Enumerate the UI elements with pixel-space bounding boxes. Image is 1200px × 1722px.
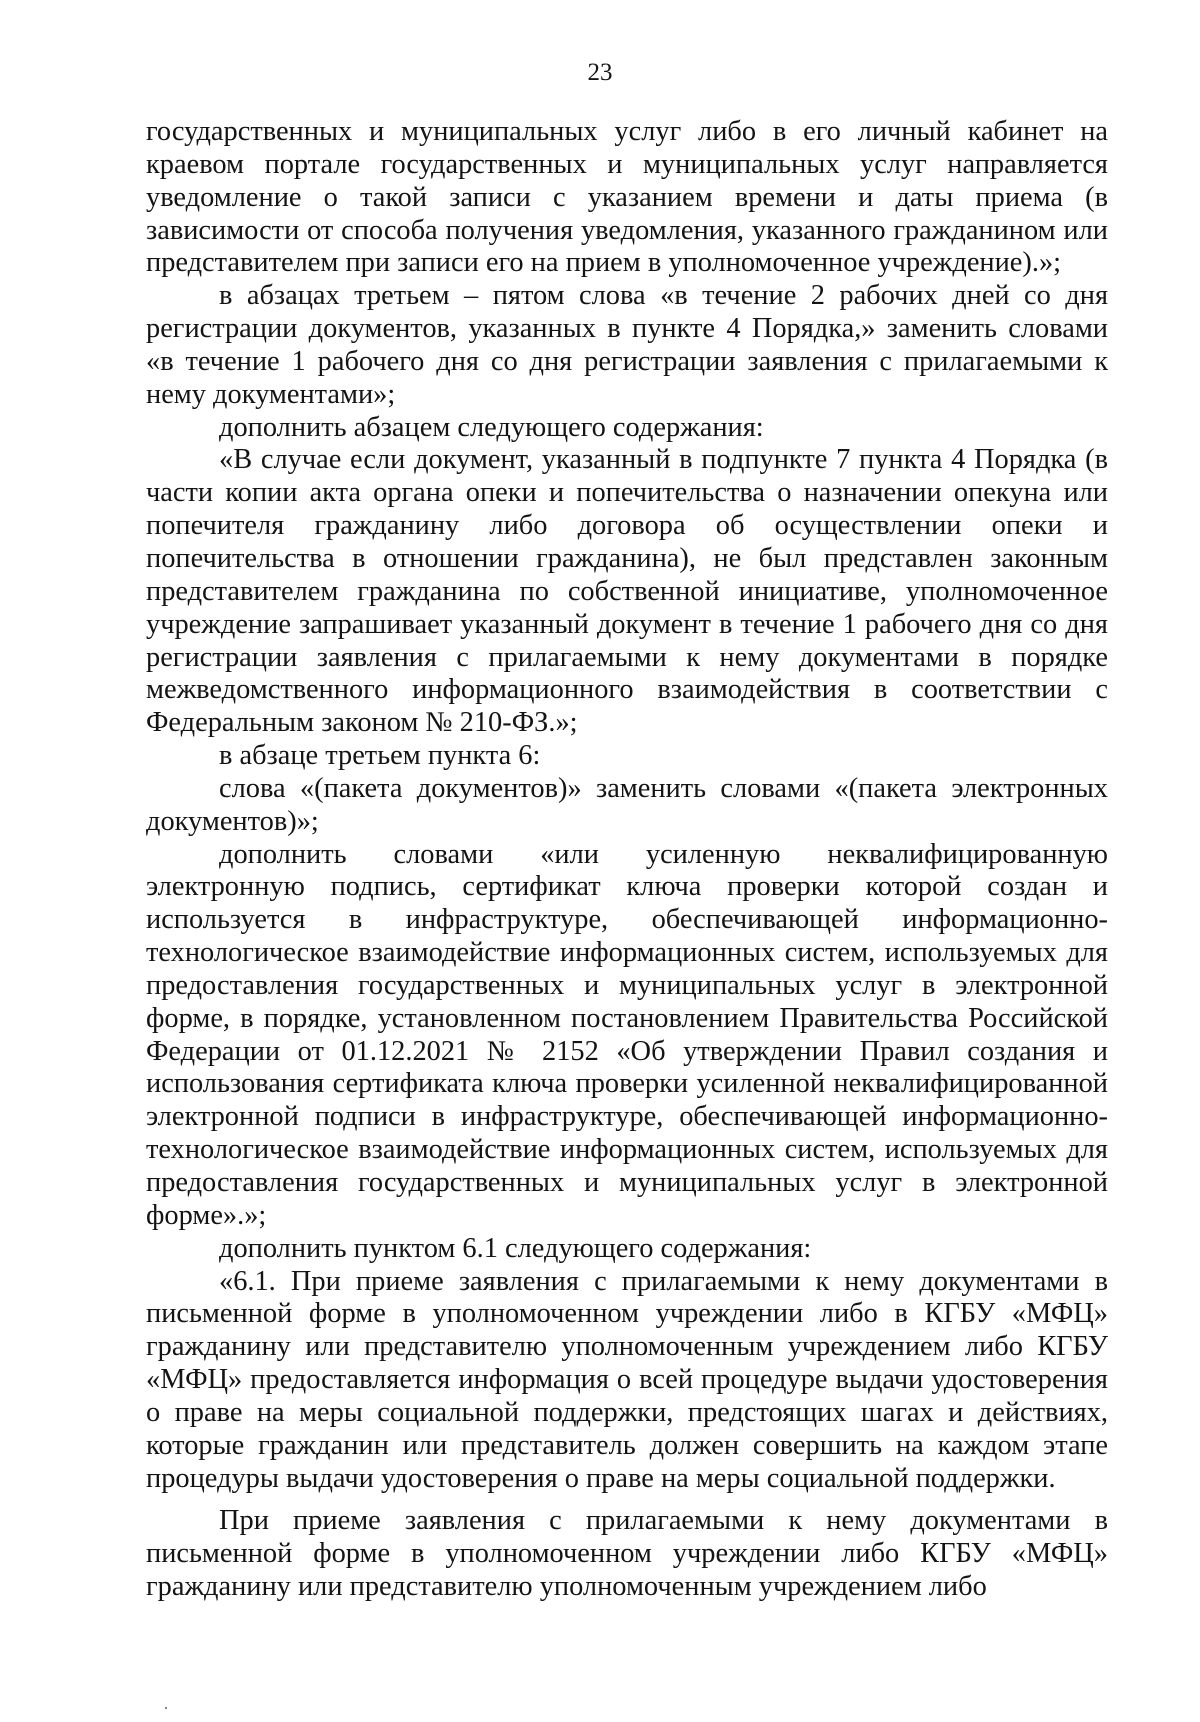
paragraph-continuation: государственных и муниципальных услуг либо в его личный кабинет на краевом портале государственных и муниципальных услуг направляется уведомление о такой записи с указанием времени и даты приема (в зависимости от способа получения уведомления, указанного гражданином или представителем при записи его на прием в уполномоченное учреждение).»;	[146, 116, 1108, 279]
paragraph-punkt-6-1: «6.1. При приеме заявления с прилагаемыми к нему документами в письменной форме в уполномоченном учреждении либо в КГБУ «МФЦ» гражданину или представителю уполномоченным учреждением либо КГБУ «МФЦ» предоставляется информация о всей процедуре выдачи удостоверения о праве на меры социальной поддержки, предстоящих шагах и действиях, которые гражданин или представитель должен совершить на каждом этапе процедуры выдачи удостоверения о праве на меры социальной поддержки.	[146, 1265, 1108, 1494]
page-number: 23	[587, 59, 613, 86]
paragraph-add-words: дополнить словами «или усиленную неквалифицированную электронную подпись, сертификат ключа проверки которой создан и используется в инфраструктуре, обеспечивающей информационно-технологическое взаимодействие информационных систем, используемых для предоставления государственных и муниципальных услуг в электронной форме, в порядке, установленном постановлением Правительства Российской Федерации от 01.12.2021 № 2152 «Об утверждении Правил создания и использования сертификата ключа проверки усиленной неквалифицированной электронной подписи в инфраструктуре, обеспечивающей информационно-технологическое взаимодействие информационных систем, используемых для предоставления государственных и муниципальных услуг в электронной форме».»;	[146, 838, 1108, 1231]
paragraph-abzats-punkt-6: в абзаце третьем пункта 6:	[219, 740, 541, 772]
paragraph-add-abzats: дополнить абзацем следующего содержания:	[219, 411, 764, 443]
document-body	[146, 116, 1108, 1604]
paragraph-replace-words: слова «(пакета документов)» заменить словами «(пакета электронных документов)»;	[146, 772, 1108, 837]
paragraph-add-punkt: дополнить пунктом 6.1 следующего содержания:	[219, 1232, 812, 1264]
paragraph-amend-abzatsy: в абзацах третьем – пятом слова «в течение 2 рабочих дней со дня регистрации документов, указанных в пункте 4 Порядка,» заменить словами «в течение 1 рабочего дня со дня регистрации заявления с прилагаемыми к нему документами»;	[146, 280, 1108, 410]
paragraph-quoted-case: «В случае если документ, указанный в подпункте 7 пункта 4 Порядка (в части копии акта органа опеки и попечительства о назначении опекуна или попечителя гражданину либо договора об осуществлении опеки и попечительства в отношении гражданина), не был представлен законным представителем гражданина по собственной инициативе, уполномоченное учреждение запрашивает указанный документ в течение 1 рабочего дня со дня регистрации заявления с прилагаемыми к нему документами в порядке межведомственного информационного взаимодействия в соответствии с Федеральным законом № 210-ФЗ.»;	[146, 444, 1108, 739]
paragraph-pri-prieme: При приеме заявления с прилагаемыми к нему документами в письменной форме в уполномоченном учреждении либо КГБУ «МФЦ» гражданину или представителю уполномоченным учреждением либо	[146, 1505, 1108, 1603]
